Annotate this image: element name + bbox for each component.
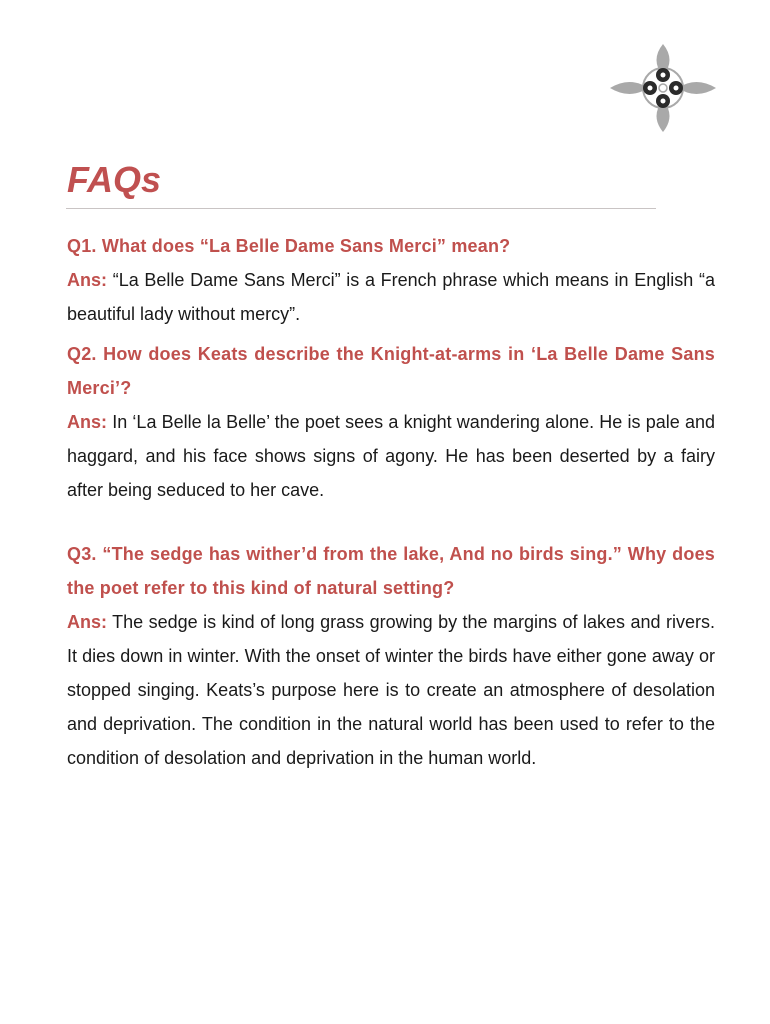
faq-list <box>67 229 715 775</box>
faq-question: Q3. “The sedge has wither’d from the lake, And no birds sing.” Why does the poet refer to this kind of natural setting? <box>67 544 715 598</box>
faq-answer <box>67 605 715 775</box>
faq-item-1 <box>67 229 715 331</box>
floral-logo-icon <box>608 42 718 134</box>
answer-label: Ans: <box>67 412 107 432</box>
faq-item-3 <box>67 537 715 775</box>
title-divider <box>66 208 656 209</box>
faq-question: Q2. How does Keats describe the Knight-at-arms in ‘La Belle Dame Sans Merci’? <box>67 344 715 398</box>
answer-text: The sedge is kind of long grass growing by the margins of lakes and rivers. It dies down in winter. With the onset of winter the birds have either gone away or stopped singing. Keats’s purpose here is to create an atmosphere of desolation and deprivation. The condition in the natural world has been used to refer to the condition of desolation and deprivation in the human world. <box>67 612 715 768</box>
faq-question: Q1. What does “La Belle Dame Sans Merci” mean? <box>67 236 511 256</box>
faq-answer <box>67 405 715 507</box>
answer-text: “La Belle Dame Sans Merci” is a French phrase which means in English “a beautiful lady without mercy”. <box>67 270 715 324</box>
page-title: FAQs <box>67 159 162 200</box>
answer-text: In ‘La Belle la Belle’ the poet sees a knight wandering alone. He is pale and haggard, and his face shows signs of agony. He has been deserted by a fairy after being seduced to her cave. <box>67 412 715 500</box>
answer-label: Ans: <box>67 612 107 632</box>
faq-answer <box>67 263 715 331</box>
answer-label: Ans: <box>67 270 107 290</box>
faq-item-2 <box>67 337 715 507</box>
